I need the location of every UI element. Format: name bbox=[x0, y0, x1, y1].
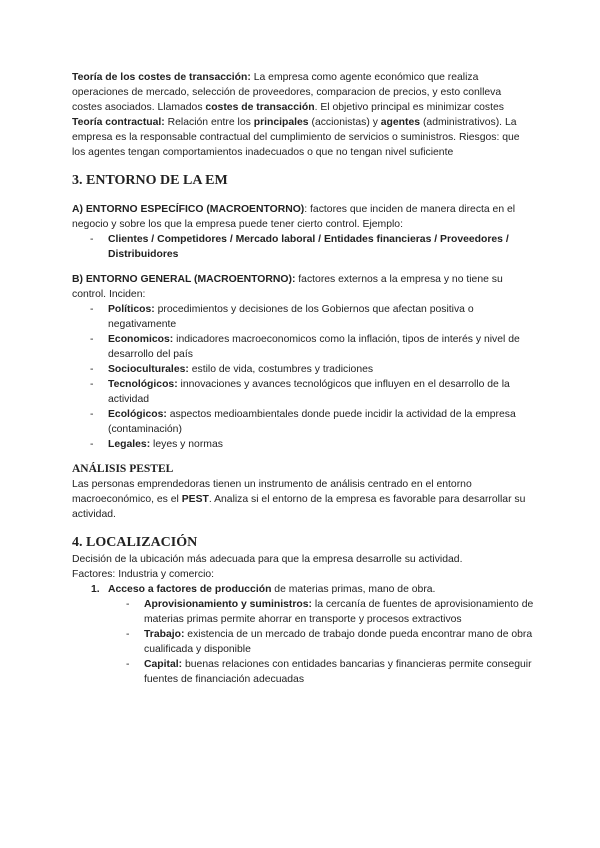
text: Relación entre los bbox=[164, 117, 254, 128]
bold-text: principales bbox=[253, 117, 309, 128]
item-term: Acceso a factores de producción bbox=[108, 584, 272, 595]
item-text: estilo de vida, costumbres y tradiciones bbox=[188, 364, 374, 375]
list-item bbox=[91, 582, 534, 687]
item-term: Aprovisionamiento y suministros: bbox=[144, 599, 313, 610]
list-item bbox=[126, 657, 534, 687]
text: Las personas emprendedoras tienen un instrumento de análisis centrado en el entorno macroeconómico, es el bbox=[72, 479, 472, 505]
item-term: Capital: bbox=[144, 659, 183, 670]
item-text: buenas relaciones con entidades bancarias y financieras permite conseguir fuentes de financiación adecuadas bbox=[144, 659, 532, 685]
item-text: Clientes / Competidores / Mercado laboral / Entidades financieras / Proveedores / Distribuidores bbox=[108, 234, 509, 260]
text: : factores que inciden de manera directa en el negocio y sobre los que la empresa puede tener cierto control. Ejemplo: bbox=[72, 204, 516, 230]
item-term: Socioculturales: bbox=[108, 364, 189, 375]
item-text: leyes y normas bbox=[150, 439, 223, 450]
list-general bbox=[72, 302, 534, 452]
section-heading-entorno: 3. ENTORNO DE LA EM bbox=[72, 173, 228, 188]
list-especifico bbox=[72, 232, 534, 262]
text: (administrativos). La empresa es la responsable contractual del cumplimiento de servicios o suministros. Riesgos: que los agentes tengan comportamientos inadecuados o que no tengan nivel suficiente bbox=[72, 117, 520, 158]
paragraph-localizacion-1: Decisión de la ubicación más adecuada para que la empresa desarrolle su actividad. bbox=[72, 554, 463, 565]
item-text: existencia de un mercado de trabajo donde pueda encontrar mano de obra cualificada y disponible bbox=[144, 629, 533, 655]
section-heading-localizacion: 4. LOCALIZACIÓN bbox=[72, 535, 198, 550]
bold-text: PEST bbox=[181, 494, 209, 505]
list-item bbox=[90, 362, 534, 377]
text: La empresa como agente económico que realiza operaciones de mercado, selección de proveedores, comparacion de precios, y esto conlleva costes asociados. Llamados bbox=[72, 72, 502, 113]
item-text: aspectos medioambientales donde puede incidir la actividad de la empresa (contaminación) bbox=[108, 409, 516, 435]
list-item bbox=[90, 332, 534, 362]
list-item bbox=[90, 232, 534, 262]
item-term: Ecológicos: bbox=[108, 409, 167, 420]
sublist-factores bbox=[108, 597, 534, 687]
list-factores bbox=[72, 582, 534, 687]
item-term: Tecnológicos: bbox=[108, 379, 178, 390]
item-term: Economicos: bbox=[108, 334, 174, 345]
term-general: B) ENTORNO GENERAL (MACROENTORNO): bbox=[72, 274, 296, 285]
item-text: procedimientos y decisiones de los Gobiernos que afectan positiva o negativamente bbox=[108, 304, 474, 330]
paragraph-costes-transaccion bbox=[72, 70, 534, 115]
item-text: indicadores macroeconomicos como la inflación, tipos de interés y nivel de desarrollo del país bbox=[108, 334, 520, 360]
item-term: Trabajo: bbox=[144, 629, 185, 640]
paragraph-localizacion-2: Factores: Industria y comercio: bbox=[72, 569, 215, 580]
paragraph-pestel bbox=[72, 477, 534, 522]
list-item bbox=[90, 377, 534, 407]
paragraph-contractual bbox=[72, 115, 534, 160]
text: (accionistas) y bbox=[308, 117, 381, 128]
term-costes: Teoría de los costes de transacción: bbox=[72, 72, 251, 83]
list-item bbox=[90, 407, 534, 437]
list-marker: 1. bbox=[91, 584, 100, 595]
item-text: de materias primas, mano de obra. bbox=[271, 584, 436, 595]
paragraph-entorno-general bbox=[72, 272, 534, 302]
subheading-pestel: ANÁLISIS PESTEL bbox=[72, 463, 174, 475]
list-item bbox=[126, 597, 534, 627]
bold-text: costes de transacción bbox=[205, 102, 315, 113]
item-term: Políticos: bbox=[108, 304, 155, 315]
list-item bbox=[90, 437, 534, 452]
list-item bbox=[90, 302, 534, 332]
document-page bbox=[72, 70, 534, 687]
text: factores externos a la empresa y no tiene su control. Inciden: bbox=[72, 274, 503, 300]
term-especifico: A) ENTORNO ESPECÍFICO (MACROENTORNO) bbox=[72, 204, 305, 215]
paragraph-entorno-especifico bbox=[72, 202, 534, 232]
bold-text: agentes bbox=[380, 117, 421, 128]
term-contractual: Teoría contractual: bbox=[72, 117, 165, 128]
text: . Analiza si el entorno de la empresa es favorable para desarrollar su actividad. bbox=[72, 494, 526, 520]
text: . El objetivo principal es minimizar costes bbox=[314, 102, 504, 113]
item-text: innovaciones y avances tecnológicos que influyen en el desarrollo de la actividad bbox=[108, 379, 510, 405]
list-item bbox=[126, 627, 534, 657]
item-text: la cercanía de fuentes de aprovisionamiento de materias primas permite ahorrar en transporte y procesos extractivos bbox=[144, 599, 534, 625]
item-term: Legales: bbox=[108, 439, 151, 450]
